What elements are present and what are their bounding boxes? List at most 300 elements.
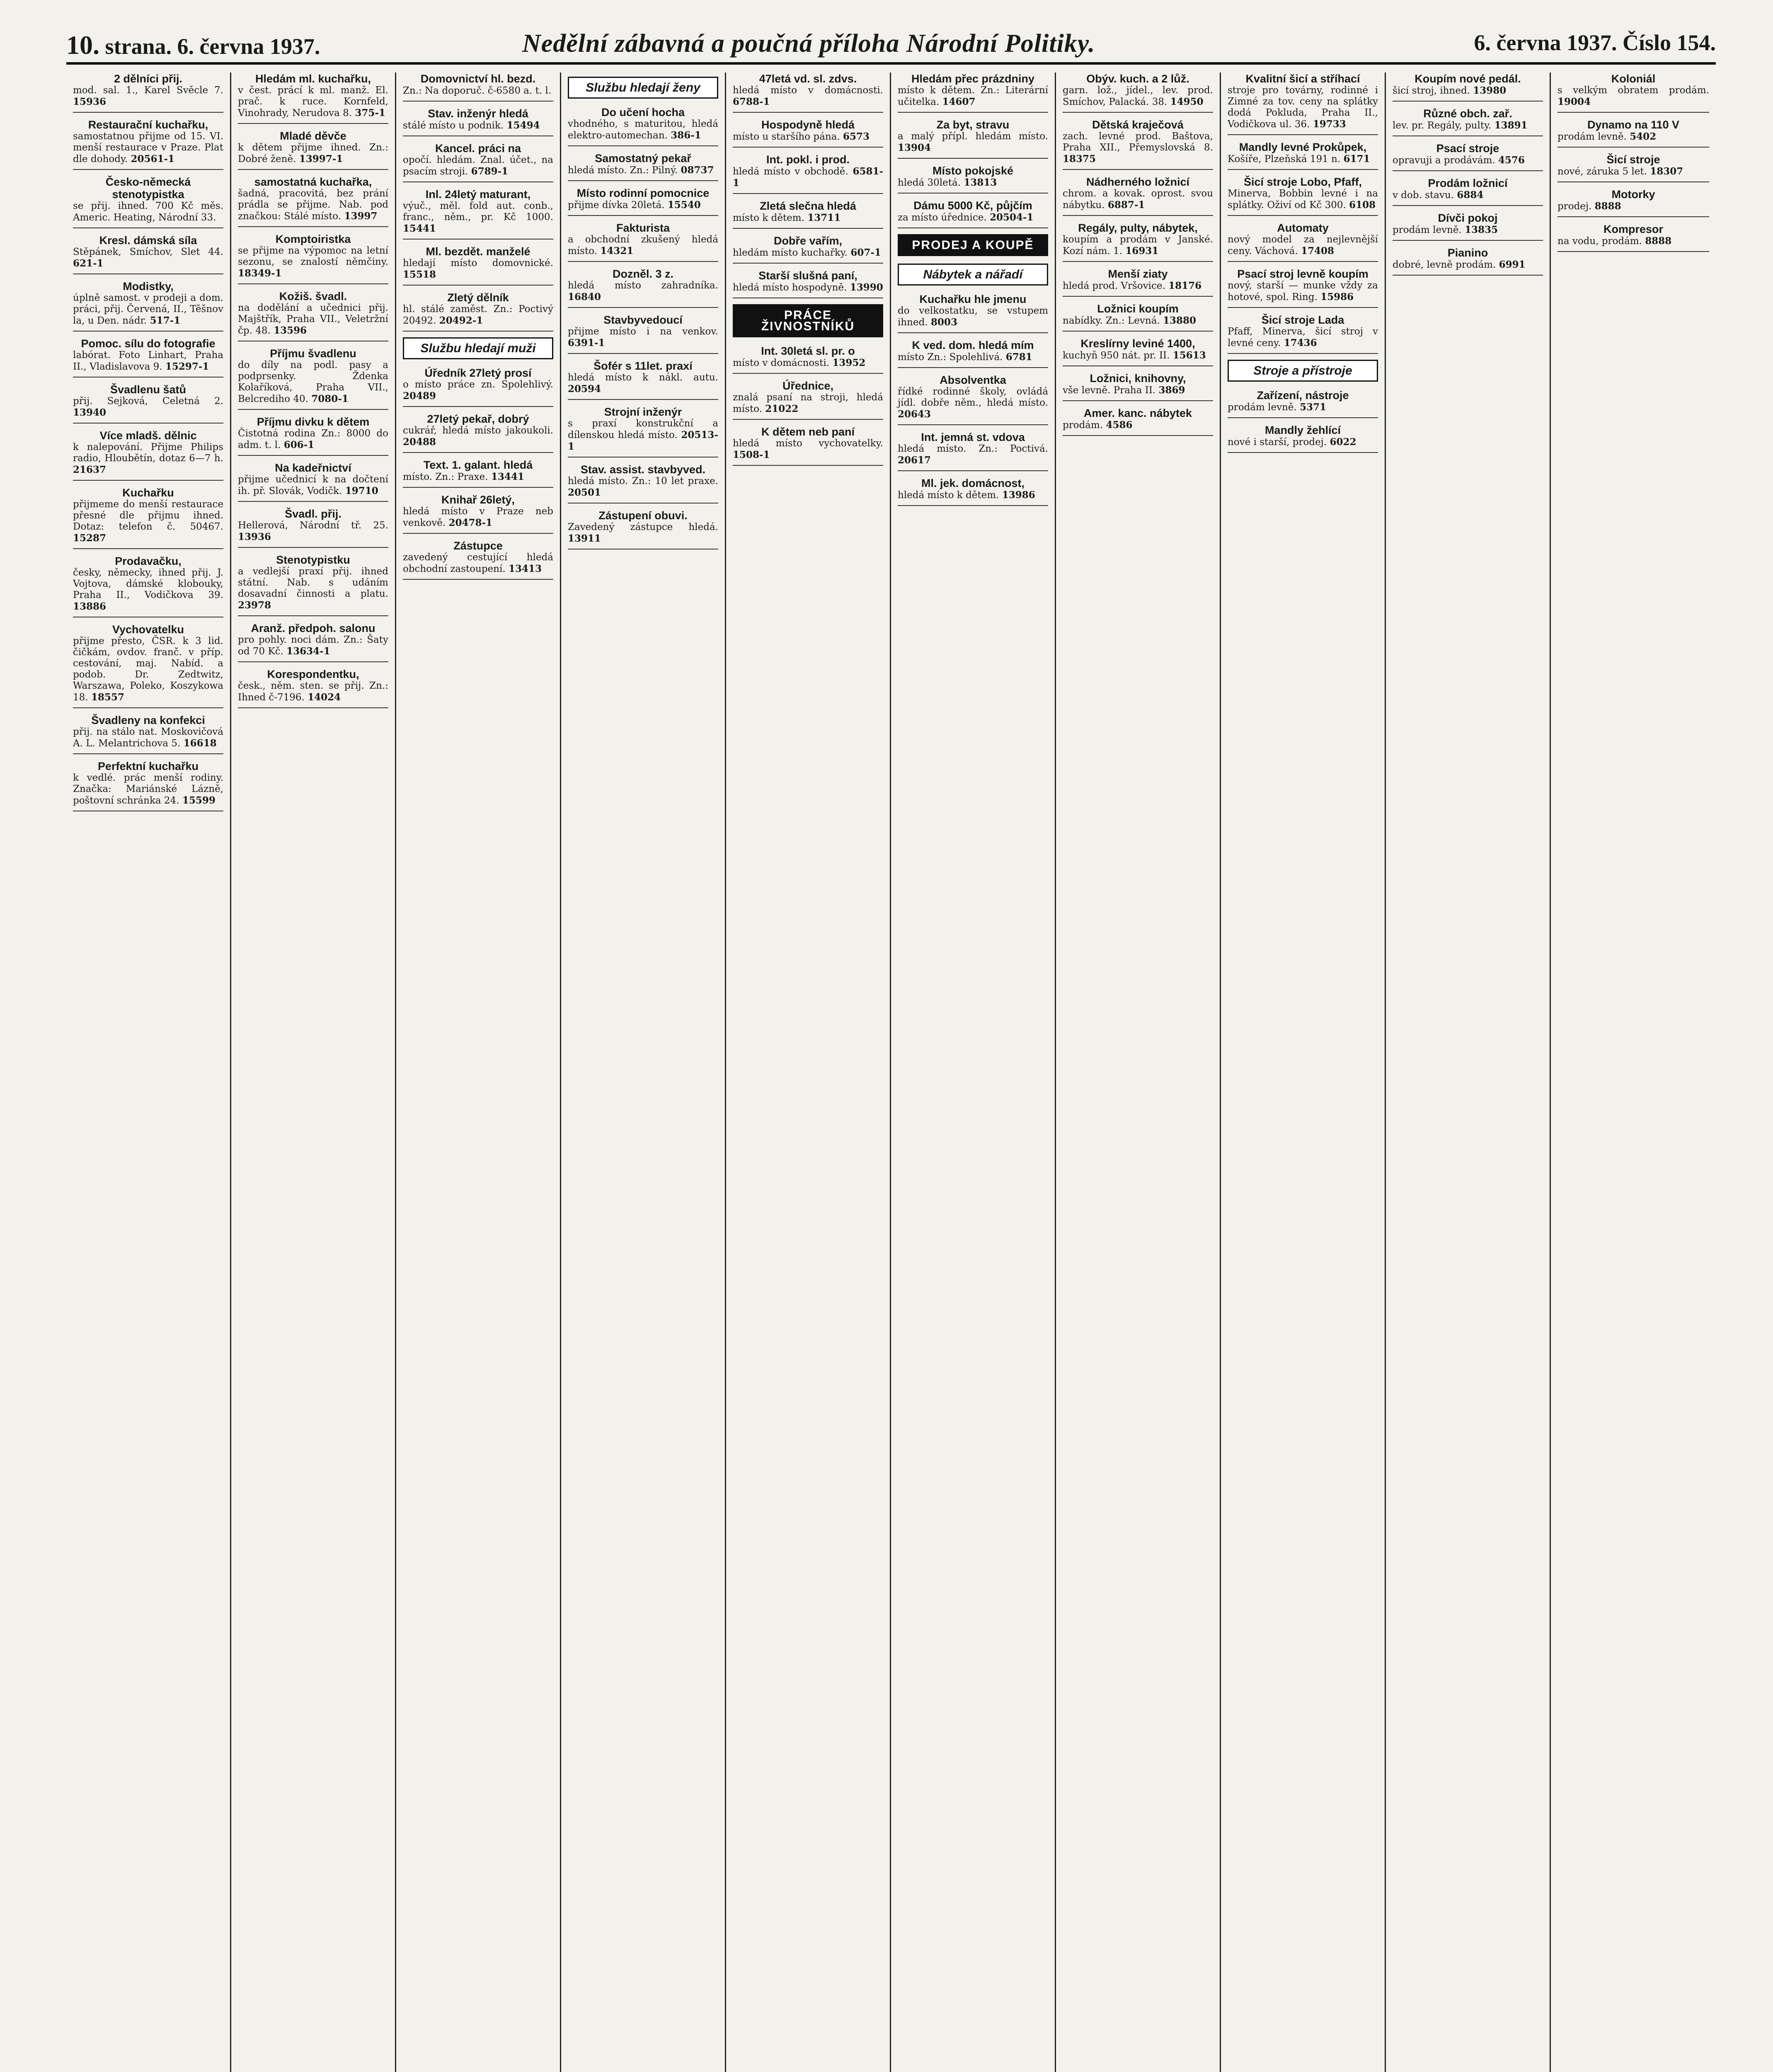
ad-body — [568, 326, 718, 349]
classified-ad — [568, 187, 718, 216]
ad-body-text: hledá místo v Praze neb venkově. — [403, 506, 553, 528]
ad-title: Šofér s 11let. praxí — [593, 360, 693, 372]
classified-ad — [238, 233, 388, 284]
ad-title: Zletý dělník — [447, 291, 509, 304]
ad-body — [73, 636, 223, 703]
ad-code: 8003 — [930, 317, 957, 328]
ad-title: Automaty — [1277, 222, 1329, 234]
classified-ad — [1393, 177, 1543, 206]
ad-code: 1508-1 — [733, 449, 770, 460]
ad-body — [73, 396, 223, 419]
ad-body-text: hledá místo zahradníka. — [568, 280, 718, 291]
classified-ad — [733, 119, 883, 148]
ad-title: Kompresor — [1603, 223, 1664, 235]
ad-body-text: na vodu, prodám. — [1557, 236, 1645, 247]
ad-body — [898, 177, 1048, 189]
ad-body — [1228, 234, 1378, 257]
ad-code: 3869 — [1158, 385, 1185, 396]
classified-ad — [1557, 153, 1709, 182]
ad-code: 15936 — [73, 96, 107, 107]
ad-body-text: hledá místo hospodyně. — [733, 282, 850, 293]
ad-body-text: hledá místo k nákl. autu. — [568, 372, 718, 383]
classified-ad — [1063, 119, 1213, 170]
ad-body-text: v dob. stavu. — [1393, 190, 1457, 201]
ad-title: Na kadeřnictví — [275, 462, 351, 474]
classified-ad — [1228, 176, 1378, 216]
ad-body — [568, 119, 718, 141]
ad-body-text: nové i starší, prodej. — [1228, 437, 1330, 448]
ad-code: 606-1 — [283, 439, 315, 450]
ad-code: 19733 — [1313, 119, 1346, 130]
ad-body-text: prodám levně. — [1228, 402, 1300, 413]
ad-body-text: stálé místo u podnik. — [403, 120, 507, 131]
section-heading-nabytek-a-narad: Nábytek a nářadí — [898, 264, 1048, 286]
ad-title: Různé obch. zař. — [1423, 107, 1512, 120]
ad-code: 13911 — [568, 533, 601, 544]
ad-code: 18307 — [1650, 166, 1683, 177]
ad-body — [403, 471, 553, 483]
ad-code: 23978 — [238, 600, 271, 611]
ad-code: 621-1 — [73, 258, 104, 269]
ad-body — [1557, 131, 1709, 143]
ad-body-text: dobré, levně prodám. — [1393, 259, 1499, 270]
ad-code: 6022 — [1330, 436, 1356, 448]
ad-body-text: s velkým obratem prodám. — [1557, 85, 1709, 96]
ad-code: 19004 — [1557, 96, 1591, 107]
ad-body-text: Minerva, Bobbin levné i na splátky. Oživí od Kč 300. — [1228, 188, 1378, 211]
classified-ad — [1393, 212, 1543, 241]
ad-body — [238, 634, 388, 657]
ad-body — [73, 350, 223, 373]
ad-title: Šicí stroje Lobo, Pfaff, — [1243, 176, 1362, 188]
ad-code: 6781 — [1005, 351, 1032, 363]
ad-body-text: přijme přesto, ČSR. k 3 lid. čičkám, ovdov. franč. v příp. cestování, maj. Nabíd. a podob. Dr. Zedtwitz, Warszawa, Poleko, Koszykowa 18. — [73, 636, 223, 703]
ad-code: 6991 — [1499, 259, 1526, 270]
ad-title: Samostatný pekař — [595, 152, 691, 165]
ad-body-text: prodám levně. — [1557, 131, 1630, 142]
ad-title: Kvalitní šicí a stříhací — [1245, 73, 1360, 85]
ad-title: Restaurační kuchařku, — [88, 119, 208, 131]
classified-ad — [238, 290, 388, 341]
classified-ad — [568, 509, 718, 549]
ad-body-text: přijmeme do menší restaurace přesné dle přijmu ihned. Dotaz: telefon č. 50467. — [73, 499, 223, 532]
ad-body-text: garn. lož., jídel., lev. prod. Smíchov, Palacká. 38. — [1063, 85, 1213, 107]
classified-ad — [1063, 176, 1213, 216]
classified-ad — [73, 176, 223, 228]
ad-title: Psací stroj levně koupím — [1237, 268, 1369, 280]
ad-body-text: hledá místo v domácnosti. — [733, 85, 883, 96]
ad-body-text: prodej. — [1557, 201, 1595, 212]
ad-body — [1228, 436, 1378, 448]
ad-body — [898, 443, 1048, 466]
ad-title: Za byt, stravu — [936, 119, 1010, 131]
ad-code: 5402 — [1630, 131, 1657, 142]
ad-body-text: mod. sal. 1., Karel Svěcle 7. — [73, 85, 223, 96]
classified-ad — [1063, 407, 1213, 436]
ad-title: Motorky — [1611, 188, 1655, 201]
ad-body — [403, 552, 553, 575]
classified-ad — [403, 540, 553, 580]
ad-code: 20489 — [403, 390, 436, 402]
column — [396, 73, 561, 2072]
classified-ad — [73, 234, 223, 274]
ad-body — [733, 212, 883, 224]
classified-ad — [73, 487, 223, 549]
ad-body — [73, 293, 223, 327]
classified-ad — [733, 269, 883, 298]
ad-code: 4586 — [1106, 419, 1133, 431]
ad-body-text: kuchyň 950 nát. pr. II. — [1063, 350, 1173, 361]
classified-ad — [1063, 222, 1213, 262]
ad-title: Prodavačku, — [115, 555, 182, 567]
classified-ad — [238, 462, 388, 502]
ad-body-text: Hellerová, Národní tř. 25. — [238, 520, 388, 531]
column — [1221, 73, 1386, 2072]
ad-body — [403, 85, 553, 97]
ad-code: 13835 — [1465, 224, 1498, 235]
ad-body-text: zavedený cestující hledá obchodní zastoupení. — [403, 552, 553, 574]
classified-ad — [238, 508, 388, 548]
ad-body-text: místo v domácnosti. — [733, 358, 833, 368]
ad-body — [1228, 188, 1378, 211]
classified-ad — [73, 623, 223, 708]
ad-body — [1063, 85, 1213, 108]
ad-title: Regály, pulty, nábytek, — [1078, 222, 1198, 234]
ad-title: Mladé děvče — [280, 130, 346, 142]
ad-code: 20488 — [403, 436, 436, 448]
ad-body — [403, 304, 553, 327]
ad-body — [1063, 188, 1213, 211]
ad-body-text: hledá místo. Zn.: Pilný. — [568, 165, 681, 176]
ad-title: Stenotypistku — [276, 554, 350, 566]
ad-body — [1393, 120, 1543, 131]
classified-ad — [403, 188, 553, 240]
ad-code: 15986 — [1320, 291, 1354, 303]
ad-body-text: pro pohly. noci dám. Zn.: Šaty od 70 Kč. — [238, 634, 388, 657]
ad-code: 13441 — [491, 471, 524, 482]
ad-body — [1063, 315, 1213, 327]
ad-body — [898, 85, 1048, 108]
ad-code: 13997-1 — [299, 153, 343, 165]
ad-title: Nádherného ložnicí — [1086, 176, 1190, 188]
ad-body — [1557, 85, 1709, 108]
ad-body — [898, 131, 1048, 154]
ad-title: Menší ziaty — [1108, 268, 1168, 280]
ad-code: 15287 — [73, 533, 107, 544]
classified-ad — [73, 383, 223, 424]
ad-code: 13952 — [832, 357, 866, 368]
ad-code: 5371 — [1300, 402, 1327, 413]
ad-body — [238, 85, 388, 119]
ad-body — [568, 476, 718, 499]
ad-title: Starší slušná paní, — [758, 269, 857, 282]
ad-code: 20504-1 — [989, 212, 1034, 223]
ad-body-text: přij. na stálo nat. Moskovičová A. L. Melantrichova 5. — [73, 726, 223, 749]
ad-code: 6171 — [1343, 153, 1370, 165]
ad-body-text: hledám místo kuchařky. — [733, 247, 851, 258]
ad-body-text: přijme místo i na venkov. — [568, 326, 718, 337]
ad-body — [568, 199, 718, 211]
classified-ad — [403, 73, 553, 102]
ad-body-text: na dodělání a učednici přij. Majštřík, Praha VII., Veletržní čp. 48. — [238, 303, 388, 336]
ad-body-text: do díly na podl. pasy a podprsenky. Ždenka Kolaříková, Praha VII., Belcrediho 40. — [238, 360, 388, 404]
classified-ad — [1393, 247, 1543, 276]
ad-title: Úředník 27letý prosí — [424, 367, 532, 379]
classified-ad — [403, 107, 553, 136]
classified-ad — [1557, 73, 1709, 113]
classified-ad — [733, 426, 883, 466]
ad-code: 13980 — [1473, 85, 1507, 96]
classified-ad — [568, 314, 718, 354]
ad-body — [1063, 131, 1213, 165]
ad-body-text: prodám levně. — [1393, 225, 1465, 235]
classified-ad — [1393, 73, 1543, 102]
ad-body — [238, 360, 388, 405]
column — [1056, 73, 1221, 2072]
ad-code: 13986 — [1002, 489, 1035, 501]
ad-code: 20617 — [898, 455, 931, 466]
ad-body — [238, 142, 388, 165]
ad-body — [238, 245, 388, 279]
column — [561, 73, 726, 2072]
classified-ad — [238, 668, 388, 708]
section-heading-stroje-a-pristroje: Stroje a přístroje — [1228, 360, 1378, 382]
ad-code: 19710 — [345, 485, 378, 496]
ad-title: Int. jemná st. vdova — [921, 431, 1025, 443]
classified-ad — [898, 339, 1048, 368]
ad-body-text: labórat. Foto Linhart, Praha II., Vladislavova 9. — [73, 350, 223, 372]
classified-ad — [1557, 223, 1709, 252]
ad-title: 27letý pekař, dobrý — [427, 413, 529, 425]
ad-code: 15613 — [1172, 350, 1206, 361]
classified-ad — [73, 337, 223, 378]
classified-ad — [1557, 119, 1709, 148]
ad-title: Domovnictví hl. bezd. — [420, 73, 536, 85]
ad-body — [73, 772, 223, 806]
ad-body — [898, 212, 1048, 223]
ad-body — [1393, 259, 1543, 271]
ad-title: Koupím nové pedál. — [1415, 73, 1521, 85]
ad-body — [1228, 326, 1378, 349]
ad-title: K ved. dom. hledá mím — [912, 339, 1034, 351]
ad-code: 4576 — [1498, 155, 1525, 166]
ad-code: 13413 — [508, 563, 542, 574]
ad-body — [1557, 166, 1709, 177]
ad-body-text: místo k dětem. Zn.: Literární učitelka. — [898, 85, 1048, 107]
section-heading-sluzbu-hledaji-muzi: Službu hledají muži — [403, 337, 553, 359]
classified-ad — [1063, 303, 1213, 332]
ad-body — [73, 201, 223, 223]
ad-title: Kreslírny leviné 1400, — [1080, 337, 1195, 350]
ad-title: Dynamo na 110 V — [1587, 119, 1680, 131]
ad-body-text: stroje pro továrny, rodinné i Zimné za tov. ceny na splátky dodá Pokluda, Praha II., Vodičkova ul. 36. — [1228, 85, 1378, 130]
ad-body-text: přijme učednicí k na dočtení ih. př. Slovák, Vodičk. — [238, 474, 388, 496]
ad-body — [403, 155, 553, 177]
ad-title: Stavbyvedoucí — [603, 314, 683, 326]
ad-body-text: za místo úřednice. — [898, 212, 990, 223]
classified-ad — [403, 291, 553, 332]
ad-title: Psací stroje — [1436, 142, 1499, 155]
ad-body — [1393, 189, 1543, 201]
classified-ad — [1228, 389, 1378, 418]
classified-ad — [238, 347, 388, 410]
ad-code: 13990 — [850, 282, 883, 293]
ad-body-text: samostatnou přijme od 15. VI. menší restaurace v Praze. Plat dle dohody. — [73, 131, 223, 165]
classified-ad — [1063, 372, 1213, 401]
ad-body — [898, 305, 1048, 328]
ad-body — [73, 85, 223, 108]
ad-code: 13880 — [1163, 315, 1197, 326]
ad-code: 375-1 — [355, 107, 385, 119]
column — [1551, 73, 1716, 2072]
column — [1386, 73, 1551, 2072]
ad-body — [73, 567, 223, 612]
ad-body-text: opravuji a prodávám. — [1393, 155, 1499, 166]
ad-body-text: Stěpánek, Smíchov, Slet 44. — [73, 247, 223, 257]
ad-body-text: šicí stroj, ihned. — [1393, 85, 1473, 96]
classified-ad — [73, 555, 223, 617]
ad-title: Mandly žehlící — [1264, 424, 1341, 436]
ad-body-text: výuč., měl. fold aut. conb., franc., něm., pr. Kč 1000. — [403, 201, 553, 223]
ad-body-text: znalá psaní na stroji, hledá místo. — [733, 392, 883, 414]
ad-title: 2 dělníci přij. — [114, 73, 183, 85]
page-date-right: 6. června 1937. Číslo 154. — [1474, 30, 1716, 55]
ad-title: Česko-německá stenotypistka — [105, 176, 191, 201]
ad-code: 13997 — [344, 211, 378, 222]
column — [726, 73, 891, 2072]
ad-body — [238, 474, 388, 497]
ad-body — [568, 165, 718, 176]
classified-ad — [568, 152, 718, 181]
ad-code: 6573 — [843, 131, 870, 142]
ad-code: 6789-1 — [471, 166, 509, 177]
ad-body — [238, 303, 388, 336]
ad-body-text: Zavedený zástupce hledá. — [568, 522, 718, 533]
ad-body-text: hl. stálé zaměst. Zn.: Poctivý 20492. — [403, 304, 553, 326]
ad-body — [73, 442, 223, 476]
ad-body — [1228, 153, 1378, 165]
ad-body — [733, 438, 883, 461]
ad-title: Mandly levné Prokůpek, — [1239, 141, 1367, 153]
classified-ad — [568, 268, 718, 308]
ad-code: 14950 — [1170, 96, 1204, 107]
classified-ad — [1557, 188, 1709, 217]
ad-body — [568, 234, 718, 257]
classified-ad — [1228, 424, 1378, 453]
ad-title: Kancel. práci na — [435, 142, 521, 155]
ad-title: Ložnici koupím — [1097, 303, 1179, 315]
ad-body-text: šadná, pracovitá, bez prání prádla se přijme. Nab. pod značkou: Stálé místo. — [238, 188, 388, 222]
ad-body-text: místo. Zn.: Praxe. — [403, 472, 491, 482]
ad-body-text: nové, záruka 5 let. — [1557, 166, 1650, 177]
classified-ad — [1063, 337, 1213, 366]
ad-body-text: se přijme na výpomoc na letní sezonu, se znalostí němčiny. — [238, 245, 388, 267]
ad-body-text: a vedlejší praxí přij. ihned státní. Nab. s udáním dosavadní činnosti a platu. — [238, 566, 388, 599]
classified-ad — [1228, 314, 1378, 354]
ad-body — [403, 201, 553, 235]
classified-ad — [1228, 141, 1378, 170]
ad-body-text: Pfaff, Minerva, šicí stroj v levné ceny. — [1228, 326, 1378, 349]
column — [66, 73, 231, 2072]
ad-title: 47letá vd. sl. zdvs. — [759, 73, 857, 85]
classified-ad — [733, 235, 883, 264]
ad-body — [898, 489, 1048, 501]
ad-title: Zařízení, nástroje — [1257, 389, 1349, 402]
ad-code: 13940 — [73, 407, 107, 418]
section-heading-prodej-a-koupe: PRODEJ A KOUPĚ — [898, 234, 1048, 256]
ad-code: 6887-1 — [1107, 199, 1145, 211]
ad-title: Místo pokojské — [932, 165, 1014, 177]
ad-body — [1557, 201, 1709, 212]
ad-code: 6581-1 — [733, 166, 883, 189]
ad-title: Komptoiristka — [275, 233, 351, 245]
classified-ad — [568, 222, 718, 262]
ad-body-text: místo u staršího pána. — [733, 131, 843, 142]
classified-ad — [238, 554, 388, 616]
classified-ad — [898, 477, 1048, 506]
ad-body-text: nový model za nejlevnější ceny. Váchová. — [1228, 234, 1378, 257]
classified-ad — [403, 367, 553, 407]
ad-body — [403, 506, 553, 529]
ad-body — [403, 258, 553, 281]
ad-body — [733, 166, 883, 189]
ad-code: 6391-1 — [568, 337, 605, 349]
ad-body — [733, 282, 883, 293]
ad-body — [238, 680, 388, 703]
classified-ad — [238, 130, 388, 170]
ad-body-text: koupím a prodám v Janské. Kozí nám. 1. — [1063, 234, 1213, 257]
classified-ad — [733, 380, 883, 420]
ad-code: 18349-1 — [238, 268, 282, 279]
ad-body — [238, 428, 388, 451]
ad-body — [1063, 385, 1213, 396]
ad-body — [1063, 234, 1213, 257]
ad-code: 13711 — [807, 212, 841, 223]
ad-body-text: vše levně. Praha II. — [1063, 385, 1159, 396]
ad-body-text: česky, německy, ihned přij. J. Vojtova, dámské klobouky, Praha II., Vodičkova 39. — [73, 567, 223, 600]
classified-ad — [1393, 142, 1543, 171]
ad-title: Hledám přec prázdniny — [911, 73, 1035, 85]
page-info-left — [66, 30, 320, 61]
ad-code: 15441 — [403, 223, 436, 234]
ad-title: Zletá slečna hledá — [760, 200, 856, 212]
ad-code: 20492-1 — [439, 315, 483, 326]
ad-body-text: místo k dětem. — [733, 213, 808, 223]
ad-code: 15297-1 — [165, 361, 209, 372]
ad-code: 13634-1 — [286, 646, 330, 657]
ad-body-text: česk., něm. sten. se přij. Zn.: Ihned č-7196. — [238, 680, 388, 703]
ad-body-text: přij. Sejková, Celetná 2. — [73, 396, 223, 407]
ad-title: Více mladš. dělnic — [99, 429, 197, 442]
ad-body-text: místo Zn.: Spolehlivá. — [898, 352, 1006, 363]
ad-body-text: zach. levné prod. Baštova, Praha XII., Přemyslovská 8. — [1063, 131, 1213, 153]
column — [231, 73, 396, 2072]
ad-code: 15599 — [182, 795, 216, 806]
ad-body — [1063, 350, 1213, 361]
classified-ad — [238, 416, 388, 456]
classified-ad — [1228, 222, 1378, 262]
classified-ad — [898, 199, 1048, 228]
ad-title: K dětem neb paní — [761, 426, 855, 438]
page-number: 10. — [66, 30, 99, 60]
ad-title: Pomoc. sílu do fotografie — [81, 337, 216, 350]
page-date-left: strana. 6. června 1937. — [105, 34, 320, 59]
ad-body-text: Čistotná rodina Zn.: 8000 do adm. t. l. — [238, 428, 388, 450]
ad-title: Perfektní kuchařku — [97, 760, 199, 772]
ad-body-text: vhodného, s maturitou, hledá elektro-automechan. — [568, 119, 718, 141]
ad-code: 17408 — [1301, 245, 1334, 257]
classified-ad — [403, 245, 553, 286]
